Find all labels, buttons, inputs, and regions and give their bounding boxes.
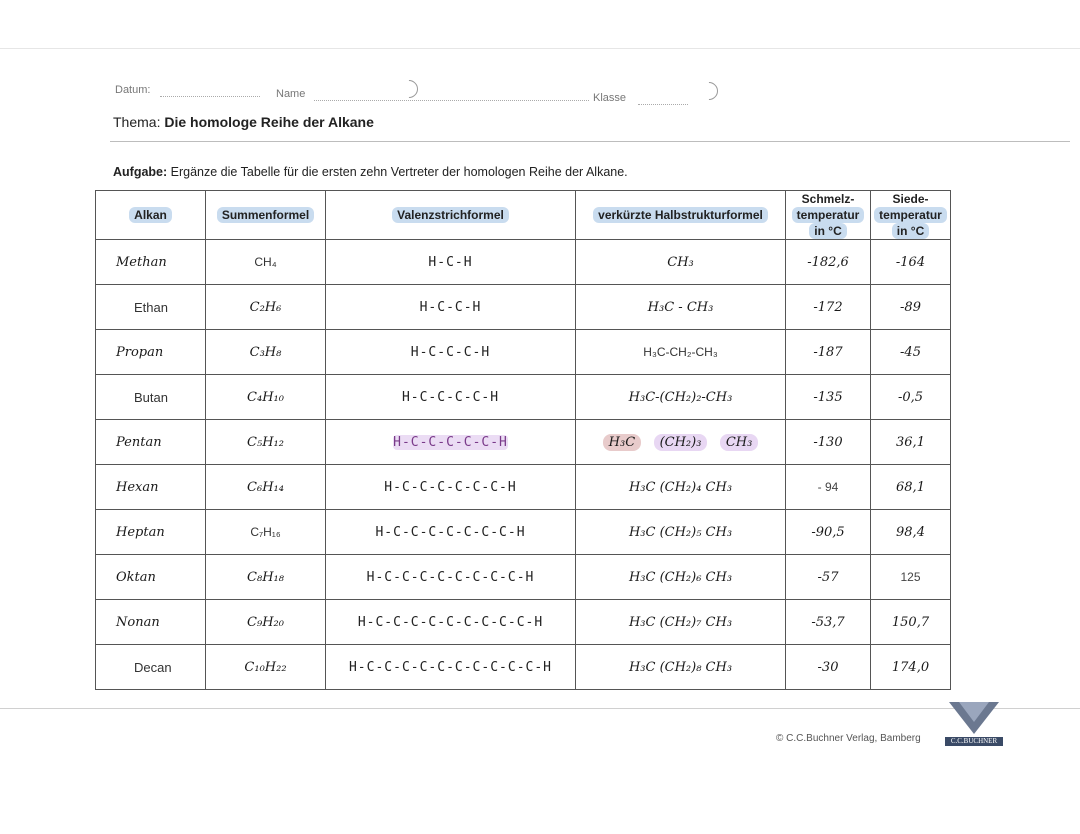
logo-triangle-icon bbox=[945, 700, 1003, 736]
col-header-summenformel: Summenformel bbox=[206, 191, 326, 240]
summenformel: C₄H₁₀ bbox=[206, 375, 326, 420]
alkan-name: Pentan bbox=[96, 420, 206, 465]
valenzstrichformel: H-C-C-C-C-C-C-H bbox=[326, 465, 576, 510]
half-part-ch2: (CH₂)₃ bbox=[654, 434, 708, 451]
schmelztemperatur: -172 bbox=[786, 285, 871, 330]
schmelztemperatur: - 94 bbox=[786, 465, 871, 510]
col-header-alkan: Alkan bbox=[96, 191, 206, 240]
alkane-table bbox=[95, 190, 951, 690]
summenformel: C₈H₁₈ bbox=[206, 555, 326, 600]
table-row bbox=[96, 600, 951, 645]
siedetemperatur: 68,1 bbox=[871, 465, 951, 510]
valenzstrichformel: H-C-C-C-H bbox=[326, 330, 576, 375]
table-row bbox=[96, 420, 951, 465]
siedetemperatur: -164 bbox=[871, 240, 951, 285]
table-row bbox=[96, 645, 951, 690]
halbstrukturformel: CH₃ bbox=[576, 240, 786, 285]
valenzstrichformel bbox=[326, 420, 576, 465]
table-row bbox=[96, 375, 951, 420]
alkan-name: Nonan bbox=[96, 600, 206, 645]
table-row bbox=[96, 330, 951, 375]
halbstrukturformel bbox=[576, 420, 786, 465]
publisher-logo bbox=[945, 700, 1003, 746]
klasse-label: Klasse bbox=[593, 92, 627, 104]
valenzstrichformel: H-C-C-C-C-C-C-C-C-H bbox=[326, 555, 576, 600]
schmelztemperatur: -182,6 bbox=[786, 240, 871, 285]
schmelztemperatur: -130 bbox=[786, 420, 871, 465]
footer-divider bbox=[0, 708, 1080, 709]
summenformel: C₅H₁₂ bbox=[206, 420, 326, 465]
siedetemperatur: 125 bbox=[871, 555, 951, 600]
summenformel: C₇H₁₆ bbox=[206, 510, 326, 555]
halbstrukturformel: H₃C (CH₂)₅ CH₃ bbox=[576, 510, 786, 555]
klasse-field-line bbox=[638, 104, 688, 105]
valenzstrichformel: H-C-C-H bbox=[326, 285, 576, 330]
table-row bbox=[96, 510, 951, 555]
siedetemperatur: -89 bbox=[871, 285, 951, 330]
scan-edge-line bbox=[0, 48, 1080, 49]
margin-scribble bbox=[696, 78, 721, 103]
table-row bbox=[96, 555, 951, 600]
name-field-line bbox=[314, 100, 589, 101]
valenzstrichformel: H-C-H bbox=[326, 240, 576, 285]
half-part-h3c: H₃C bbox=[603, 434, 642, 451]
datum-label: Datum: bbox=[115, 84, 151, 96]
margin-scribble bbox=[396, 76, 421, 101]
table-header-row bbox=[96, 191, 951, 240]
col-header-schmelz: Schmelz- temperatur in °C bbox=[786, 191, 871, 240]
thema-prefix: Thema: bbox=[113, 114, 161, 130]
siedetemperatur: -0,5 bbox=[871, 375, 951, 420]
summenformel: CH₄ bbox=[206, 240, 326, 285]
summenformel: C₆H₁₄ bbox=[206, 465, 326, 510]
alkan-name: Decan bbox=[96, 645, 206, 690]
copyright-text: © C.C.Buchner Verlag, Bamberg bbox=[776, 733, 921, 744]
siedetemperatur: 174,0 bbox=[871, 645, 951, 690]
task-prefix: Aufgabe: bbox=[113, 165, 168, 179]
alkan-name: Propan bbox=[96, 330, 206, 375]
task-text: Ergänze die Tabelle für die ersten zehn Vertreter der homologen Reihe der Alkane. bbox=[170, 165, 628, 179]
schmelztemperatur: -57 bbox=[786, 555, 871, 600]
task-instruction bbox=[113, 165, 628, 179]
alkan-name: Butan bbox=[96, 375, 206, 420]
table-row bbox=[96, 240, 951, 285]
alkan-name: Hexan bbox=[96, 465, 206, 510]
col-header-valenz: Valenzstrichformel bbox=[326, 191, 576, 240]
valenzstrichformel: H-C-C-C-C-C-C-C-H bbox=[326, 510, 576, 555]
siedetemperatur: 36,1 bbox=[871, 420, 951, 465]
half-part-ch3: CH₃ bbox=[720, 434, 759, 451]
halbstrukturformel: H₃C (CH₂)₄ CH₃ bbox=[576, 465, 786, 510]
summenformel: C₃H₈ bbox=[206, 330, 326, 375]
table-row bbox=[96, 465, 951, 510]
alkan-name: Oktan bbox=[96, 555, 206, 600]
logo-text: C.C.BUCHNER bbox=[945, 737, 1003, 746]
thema-heading bbox=[113, 114, 374, 130]
header-divider bbox=[110, 141, 1070, 142]
schmelztemperatur: -53,7 bbox=[786, 600, 871, 645]
alkan-name: Heptan bbox=[96, 510, 206, 555]
summenformel: C₉H₂₀ bbox=[206, 600, 326, 645]
halbstrukturformel: H₃C (CH₂)₈ CH₃ bbox=[576, 645, 786, 690]
siedetemperatur: 98,4 bbox=[871, 510, 951, 555]
schmelztemperatur: -187 bbox=[786, 330, 871, 375]
summenformel: C₂H₆ bbox=[206, 285, 326, 330]
table-row bbox=[96, 285, 951, 330]
halbstrukturformel: H₃C (CH₂)₇ CH₃ bbox=[576, 600, 786, 645]
name-label: Name bbox=[276, 88, 306, 100]
siedetemperatur: -45 bbox=[871, 330, 951, 375]
schmelztemperatur: -135 bbox=[786, 375, 871, 420]
halbstrukturformel: H₃C - CH₃ bbox=[576, 285, 786, 330]
alkan-name: Ethan bbox=[96, 285, 206, 330]
siedetemperatur: 150,7 bbox=[871, 600, 951, 645]
valenzstrichformel: H-C-C-C-C-H bbox=[326, 375, 576, 420]
valenz-highlight: H-C-C-C-C-C-H bbox=[393, 434, 508, 450]
thema-title: Die homologe Reihe der Alkane bbox=[164, 114, 374, 130]
halbstrukturformel: H₃C-CH₂-CH₃ bbox=[576, 330, 786, 375]
halbstrukturformel: H₃C-(CH₂)₂-CH₃ bbox=[576, 375, 786, 420]
summenformel: C₁₀H₂₂ bbox=[206, 645, 326, 690]
schmelztemperatur: -90,5 bbox=[786, 510, 871, 555]
valenzstrichformel: H-C-C-C-C-C-C-C-C-C-C-H bbox=[326, 645, 576, 690]
col-header-halbstruktur: verkürzte Halbstrukturformel bbox=[576, 191, 786, 240]
col-header-siede: Siede- temperatur in °C bbox=[871, 191, 951, 240]
datum-field-line bbox=[160, 96, 260, 97]
schmelztemperatur: -30 bbox=[786, 645, 871, 690]
halbstrukturformel: H₃C (CH₂)₆ CH₃ bbox=[576, 555, 786, 600]
alkan-name: Methan bbox=[96, 240, 206, 285]
valenzstrichformel: H-C-C-C-C-C-C-C-C-C-H bbox=[326, 600, 576, 645]
